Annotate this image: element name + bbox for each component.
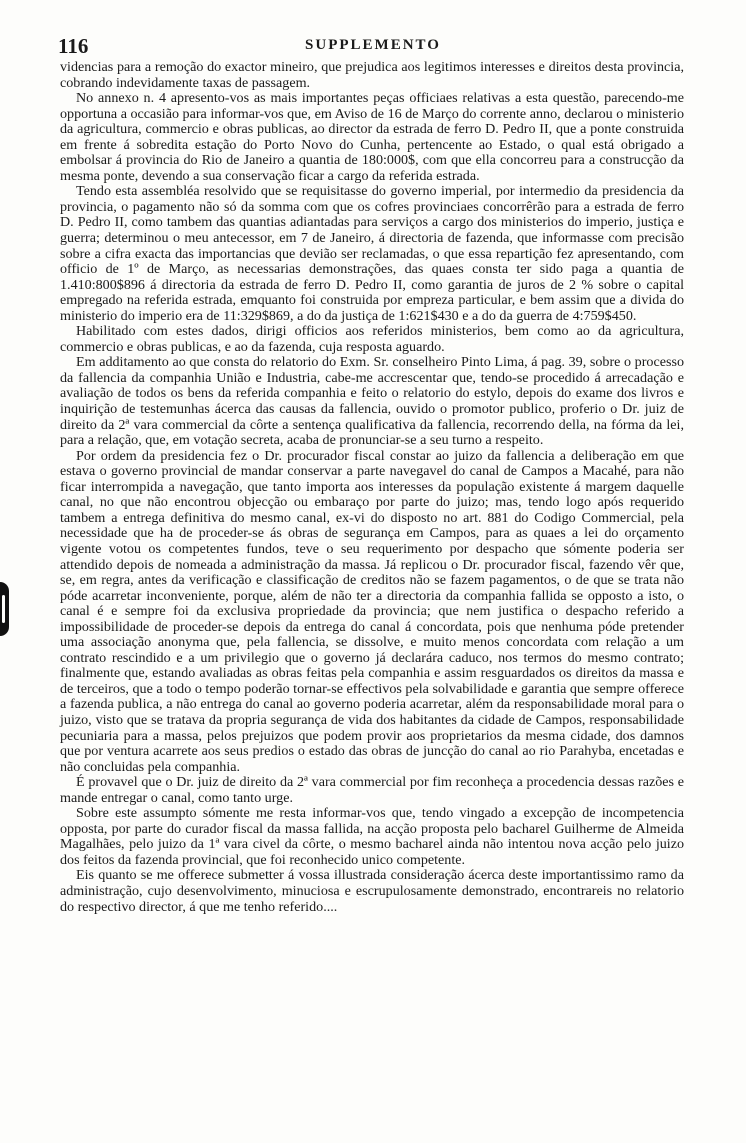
paragraph: Por ordem da presidencia fez o Dr. procurador fiscal constar ao juizo da fallencia a deliberação em que estava o governo provincial de mandar conservar a parte navegavel do canal de Campos a Macahé, para não ficar interrompida a navegação, que tanto importa aos interesses da população existente á margem daquelle canal, no que não encontrou objecção ou embaraço por parte do juizo; mas, tendo logo após requerido tambem a entrega definitiva do mesmo canal, ex-vi do disposto no art. 881 do Codigo Commercial, pela necessidade que ha de proceder-se ás obras de segurança em Campos, para as quaes a lei do orçamento vigente votou os competentes fundos, teve o seu requerimento por despacho que sómente poderia ser attendido depois de nomeada a administração da massa. Já replicou o Dr. procurador fiscal, fazendo vêr que, se, em regra, antes da verificação e classificação de creditos não se fazem pagamentos, o de que se trata não póde acarretar inconveniente, porque, além de não ter a directoria da companhia fallida se opposto a isto, o canal é e sempre foi da exclusiva propriedade da provincia; que nem justifica o despacho referido a impossibilidade de proceder-se depois da entrega do canal á concordata, pois que nenhuma póde pretender uma associação anonyma que, pela fallencia, se dissolve, e muito menos concordata com relação a um contrato rescindido e a um privilegio que o governo já declarára caduco, nos termos do mesmo contrato; finalmente que, estando avaliadas as obras feitas pela companhia e assim resguardados os direitos da massa e de terceiros, que a todo o tempo poderão tornar-se effectivos pela solvabilidade e garantia que sempre offerece a fazenda publica, a não entrega do canal ao governo poderia acarretar, além da responsabilidade moral para o juizo, visto que se tratava da propria segurança de vida dos habitantes da cidade de Campos, responsabilidade pecuniaria para a massa, pelos prejuizos que podem provir aos proprietarios da mesma cidade, dos damnos que por ventura acarrete aos seus predios o estado das obras de juncção do canal ao rio Parahyba, encetadas e não concluidas pela companhia. — [60, 447, 684, 775]
body-text — [60, 60, 684, 915]
page-number: 116 — [58, 34, 89, 58]
paragraph: Eis quanto se me offerece submetter á vossa illustrada consideração ácerca deste importantissimo ramo da administração, cujo desenvolvimento, minuciosa e escrupulosamente demonstrado, encontrareis no relatorio do respectivo director, á que me tenho referido.... — [60, 867, 684, 915]
paragraph: videncias para a remoção do exactor mineiro, que prejudica aos legitimos interesses e direitos desta provincia, cobrando indevidamente taxas de passagem. — [60, 59, 684, 91]
page-header — [0, 34, 746, 58]
paragraph: Habilitado com estes dados, dirigi officios aos referidos ministerios, bem como ao da agricultura, commercio e obras publicas, e ao da fazenda, cuja resposta aguardo. — [60, 323, 684, 355]
paragraph: Sobre este assumpto sómente me resta informar-vos que, tendo vingado a excepção de incompetencia opposta, por parte do curador fiscal da massa fallida, na acção proposta pelo bacharel Guilherme de Almeida Magalhães, pelo juizo da 1ª vara civel da côrte, o mesmo bacharel ainda não intentou nova acção pelo juizo dos feitos da fazenda provincial, que foi reconhecido unico competente. — [60, 805, 684, 868]
paragraph: No annexo n. 4 apresento-vos as mais importantes peças officiaes relativas a esta questão, parecendo-me opportuna a occasião para informar-vos que, em Aviso de 16 de Março do corrente anno, declarou o ministerio da agricultura, commercio e obras publicas, ao director da estrada de ferro D. Pedro II, que a ponte construida em frente á sobredita estação do Porto Novo do Cunha, pertencente ao Estado, o qual está obrigado a embolsar á provincia do Rio de Janeiro a quantia de 180:000$, com que ella concorreu para a construcção da mesma ponte, devendo a sua conservação ficar a cargo da referida estrada. — [60, 90, 684, 184]
paragraph: É provavel que o Dr. juiz de direito da 2ª vara commercial por fim reconheça a procedencia dessas razões e mande entregar o canal, como tanto urge. — [60, 774, 684, 806]
binding-hole-mark — [0, 582, 9, 636]
paragraph: Tendo esta assembléa resolvido que se requisitasse do governo imperial, por intermedio da presidencia da provincia, o pagamento não só da somma com que os cofres provinciaes concorrêrão para a estrada de ferro D. Pedro II, como tambem das quantias adiantadas para serviços a cargo dos ministerios do imperio, justiça e guerra; determinou o meu antecessor, em 7 de Janeiro, á directoria de fazenda, que informasse com precisão sobre a cifra exacta das importancias que devião ser reclamadas, o que essa repartição fez apresentando, com officio de 1º de Março, as necessarias demonstrações, das quaes consta ter sido paga a quantia de 1.410:800$896 á directoria da estrada de ferro D. Pedro II, como garantia de juros de 2 % sobre o capital empregado na referida estrada, emquanto foi construida por empreza particular, e bem assim que a divida do ministerio do imperio era de 11:329$869, a do da justiça de 1:621$430 e a do da guerra de 4:759$450. — [60, 183, 684, 324]
paragraph: Em additamento ao que consta do relatorio do Exm. Sr. conselheiro Pinto Lima, á pag. 39, sobre o processo da fallencia da companhia União e Industria, cabe-me accrescentar que, tendo-se procedido á arrecadação e avaliação de todos os bens da referida companhia e feito o relatorio do estylo, depois do exame dos livros e inquirição de testemunhas ácerca das causas da fallencia, ouvido o promotor publico, proferio o Dr. juiz de direito da 2ª vara commercial da côrte a sentença qualificativa da fallencia, recorrendo della, na fórma da lei, para a relação, que, em votação secreta, acaba de pronunciar-se a seu turno a respeito. — [60, 354, 684, 449]
running-title: SUPPLEMENTO — [305, 37, 441, 53]
